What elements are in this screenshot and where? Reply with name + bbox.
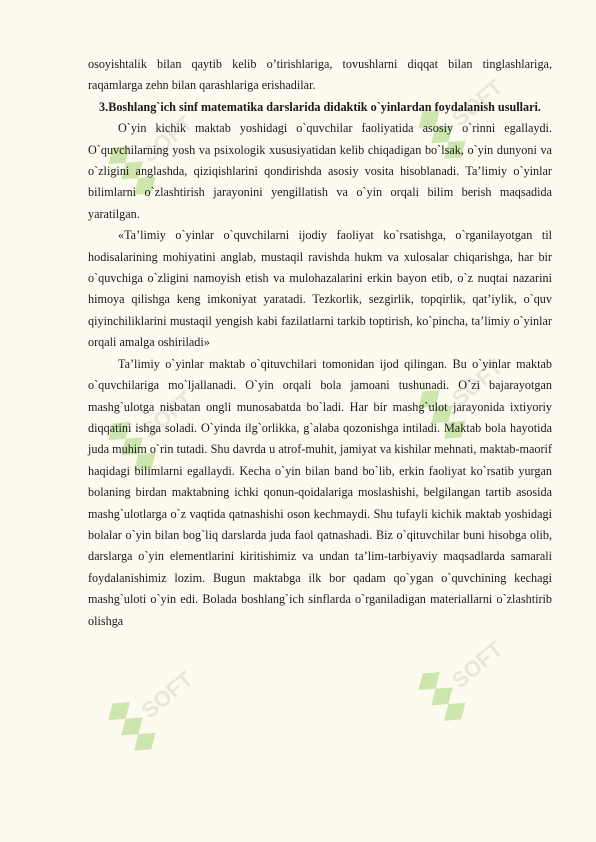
watermark-logo [86,652,206,772]
svg-text:SOFT: SOFT [136,666,198,724]
paragraph-continued: osoyishtalik bilan qaytib kelib o’tirishlariga, tovushlarni diqqat bilan tinglashlariga, raqamlarga zehn bilan qarashlariga erishadilar. [88,57,552,93]
section-heading: 3.Boshlang`ich sinf matematika darslarida didaktik o`yinlardan foydalanish usullari. [99,99,541,114]
svg-text:SOFT: SOFT [446,74,508,132]
svg-text:SOFT: SOFT [446,354,508,412]
svg-text:SOFT: SOFT [136,386,198,444]
quote-paragraph: «Ta’limiy o`yinlar o`quvchilarni ijodiy faoliyat ko`rsatishga, o`rganilayotgan til hodisalarining mohiyatini anglab, mustaqil ravishda hukm va xulosalar chiqarishga, har bir o`quvchiga o`zligini namoyish etish va mulohazalarini erkin bayon etib, o`z nuqtai nazarini himoya qilishga keng imkoniyat yaratadi. Tezkorlik, sezgirlik, topqirlik, qat’iylik, o`quv qiyinchiliklarini mustaqil yengish kabi fazilatlarni tarkib toptirish, ko`pincha, ta’limiy o`yinlar orqali amalga oshiriladi» [88,228,552,350]
paragraph: Ta’limiy o`yinlar maktab o`qituvchilari tomonidan ijod qilingan. Bu o`yinlar maktab o`quvchilariga mo`ljallanadi. O`yin orqali bola jamoani tushunadi. O`zi bajarayotgan mashg`ulotga nisbatan ongli munosabatda bo`ladi. Har bir mashg`ulot jarayonida ixtiyoriy diqqatini ishga soladi. O`yinda ilg`orlikka, g`alaba qozonishga intiladi. Maktab bola hayotida juda muhim o`rin tutadi. Shu davrda u atrof-muhit, jamiyat va kishilar mehnati, maktab-maorif haqidagi bilimlarni egallaydi. Kecha o`yin bilan band bo`lib, erkin faoliyat ko`rsatib yurgan bolaning birdan maktabning ichki qonun-qoidalariga moslashishi, belgilangan tartib asosida mashg`ulotlarga o`z vaqtida qatnashishi oson kechmaydi. Shu tufayli kichik maktab yoshidagi bolalar o`yin bilan bog`liq darslarda juda faol qatnashadi. Biz o`qituvchilar buni hisobga olib, darslarga o`yin elementlarini kiritishimiz va undan ta’lim-tarbiyaviy maqsadlarda samarali foydalanishimiz lozim. Bugun maktabga ilk bor qadam qo`ygan o`quvchining kechagi mashg`uloti o`yin edi. Bolada boshlang`ich sinflarda o`rganiladigan materiallarni o`zlashtirib olishga [88,356,552,628]
watermark-logo [396,622,516,742]
document-body [88,54,552,632]
svg-text:SOFT: SOFT [446,636,508,694]
paragraph: O`yin kichik maktab yoshidagi o`quvchilar faoliyatida asosiy o`rinni egallaydi. O`quvchilarning yosh va psixologik xususiyatidan kelib chiqadigan bo`lsak, o`yin dunyoni va o`zligini anglashda, qiziqishlarini qondirishda asosiy vosita hisoblanadi. Ta’limiy o`yinlar bilimlarni o`zlashtirish jarayonini yengillatish va o`yin orqali bilim berish maqsadida yaratilgan. [88,121,552,221]
svg-text:SOFT: SOFT [136,110,198,168]
